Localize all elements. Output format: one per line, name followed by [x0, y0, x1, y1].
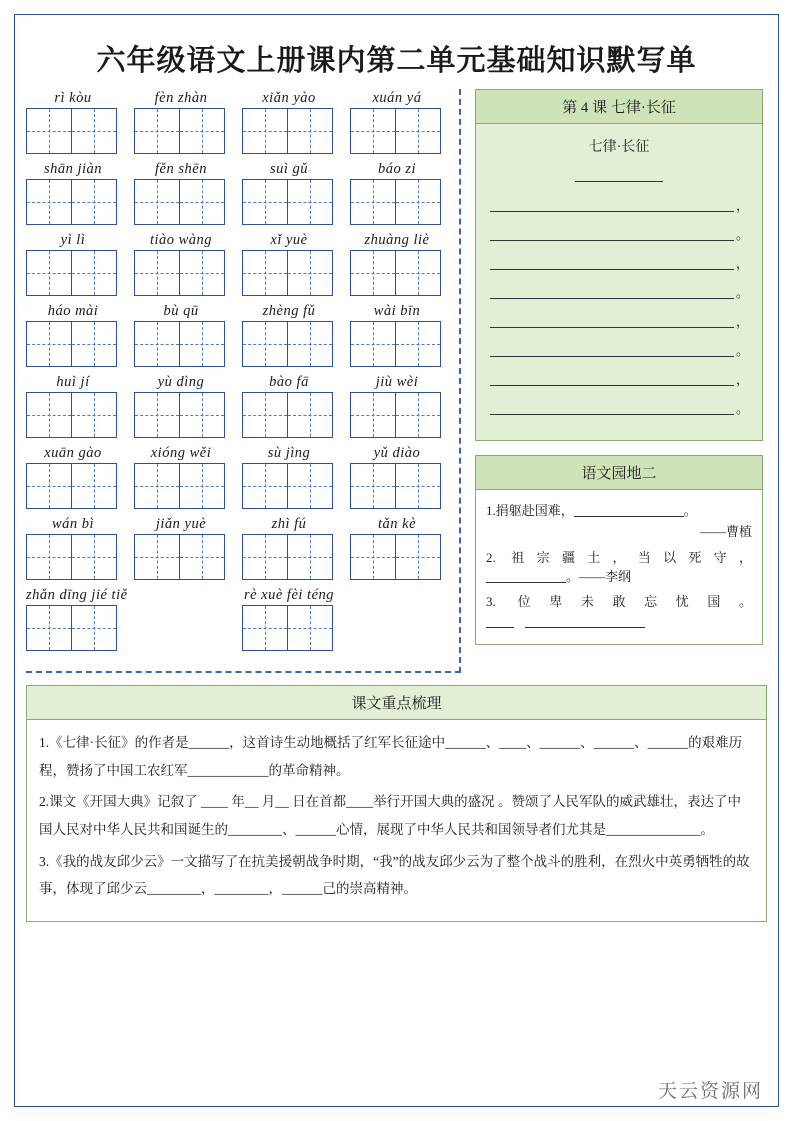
- pinyin-row: [26, 515, 451, 580]
- key-point-paragraph: 3.《我的战友邱少云》一文描写了在抗美援朝战争时期，“我”的战友邱少云为了整个战斗的胜利，在烈火中英勇牺牲的故事，体现了邱少云________，________，______己的崇高精神。: [39, 853, 750, 897]
- lesson-panel-header: 第 4 课 七律·长征: [476, 90, 762, 124]
- key-points-section: [26, 685, 767, 922]
- pinyin-label: wán bì: [51, 516, 95, 532]
- yuandi-item-tail: 。——李纲: [566, 569, 632, 585]
- writing-box[interactable]: [395, 179, 441, 225]
- writing-box[interactable]: [26, 108, 72, 154]
- writing-box[interactable]: [26, 392, 72, 438]
- pinyin-label: báo zi: [377, 161, 417, 177]
- writing-boxes[interactable]: [134, 463, 228, 509]
- pinyin-label: rì kòu: [54, 90, 92, 106]
- writing-boxes[interactable]: [242, 463, 336, 509]
- writing-boxes[interactable]: [134, 392, 228, 438]
- writing-box[interactable]: [395, 321, 441, 367]
- pinyin-cell: [242, 231, 336, 296]
- writing-boxes[interactable]: [134, 250, 228, 296]
- poem-answer-line[interactable]: [490, 399, 734, 415]
- pinyin-label: wài bīn: [373, 303, 421, 319]
- writing-box[interactable]: [71, 534, 117, 580]
- writing-box[interactable]: [134, 534, 180, 580]
- pinyin-cell: [242, 89, 336, 154]
- writing-box[interactable]: [287, 463, 333, 509]
- yuandi-panel-header: 语文园地二: [476, 456, 762, 490]
- writing-box[interactable]: [26, 321, 72, 367]
- pinyin-cell: [350, 444, 444, 509]
- writing-box[interactable]: [134, 463, 180, 509]
- pinyin-cell: [242, 160, 336, 225]
- pinyin-label: shān jiàn: [43, 161, 103, 177]
- writing-box[interactable]: [71, 108, 117, 154]
- writing-box[interactable]: [395, 250, 441, 296]
- poem-answer-line[interactable]: [490, 283, 734, 299]
- writing-box[interactable]: [179, 250, 225, 296]
- poem-answer-line[interactable]: [490, 312, 734, 328]
- pinyin-cell: [26, 373, 120, 438]
- writing-box[interactable]: [350, 108, 396, 154]
- pinyin-cell: [350, 160, 444, 225]
- yuandi-panel: [475, 455, 763, 645]
- pinyin-label: yì lì: [60, 232, 86, 248]
- writing-box[interactable]: [71, 321, 117, 367]
- pinyin-row: [26, 302, 451, 367]
- writing-box[interactable]: [242, 108, 288, 154]
- writing-boxes[interactable]: [242, 392, 336, 438]
- writing-boxes[interactable]: [134, 108, 228, 154]
- answer-blank[interactable]: [574, 503, 684, 517]
- writing-box[interactable]: [179, 179, 225, 225]
- poem-punctuation: ，: [736, 372, 750, 387]
- writing-box[interactable]: [242, 250, 288, 296]
- pinyin-label: sù jìng: [267, 445, 311, 461]
- writing-boxes[interactable]: [242, 605, 336, 651]
- pinyin-label: rè xuè fèi téng: [243, 587, 335, 603]
- writing-box[interactable]: [71, 250, 117, 296]
- key-point-paragraph: 2.课文《开国大典》记叙了 ____ 年__ 月__ 日在首都____举行开国大典的盛况 。赞颂了人民军队的威武雄壮，表达了中国人民对中华人民共和国诞生的________、______心情，展现了中华人民共和国领导者们尤其是______________。: [39, 794, 741, 838]
- yuandi-item-author: ——曹植: [699, 524, 752, 540]
- writing-boxes[interactable]: [350, 392, 444, 438]
- pinyin-cell: [26, 160, 120, 225]
- poem-answer-line[interactable]: [490, 225, 734, 241]
- pinyin-cell: [242, 302, 336, 367]
- poem-answer-row[interactable]: [490, 283, 748, 299]
- poem-answer-row[interactable]: [490, 225, 748, 241]
- writing-box[interactable]: [395, 392, 441, 438]
- writing-box[interactable]: [71, 605, 117, 651]
- pinyin-label: zhǎn dīng jié tiě: [26, 587, 128, 603]
- writing-box[interactable]: [395, 463, 441, 509]
- pinyin-writing-section: [26, 89, 461, 673]
- writing-box[interactable]: [242, 321, 288, 367]
- writing-box[interactable]: [179, 392, 225, 438]
- writing-box[interactable]: [179, 463, 225, 509]
- pinyin-cell: [26, 444, 120, 509]
- yuandi-item-tail: 。: [683, 503, 697, 518]
- writing-box[interactable]: [134, 108, 180, 154]
- writing-boxes[interactable]: [242, 250, 336, 296]
- writing-box[interactable]: [26, 605, 72, 651]
- yuandi-item-text: 3. 位卑未敢忘忧国。: [486, 594, 752, 610]
- writing-boxes[interactable]: [26, 534, 120, 580]
- yuandi-panel-body: [476, 490, 762, 644]
- writing-box[interactable]: [350, 321, 396, 367]
- writing-boxes[interactable]: [242, 534, 336, 580]
- poem-answer-line[interactable]: [575, 166, 663, 182]
- pinyin-cell: [134, 515, 228, 580]
- pinyin-cell: [134, 231, 228, 296]
- pinyin-cell: [242, 444, 336, 509]
- writing-box[interactable]: [242, 392, 288, 438]
- writing-box[interactable]: [287, 321, 333, 367]
- writing-box[interactable]: [134, 179, 180, 225]
- writing-box[interactable]: [350, 250, 396, 296]
- writing-box[interactable]: [242, 463, 288, 509]
- answer-blank[interactable]: [486, 569, 566, 583]
- pinyin-cell: [242, 515, 336, 580]
- pinyin-label: xiǎn yào: [262, 90, 316, 106]
- writing-boxes[interactable]: [350, 179, 444, 225]
- writing-box[interactable]: [287, 179, 333, 225]
- writing-boxes[interactable]: [350, 534, 444, 580]
- writing-boxes[interactable]: [26, 605, 120, 651]
- pinyin-label: xǐ yuè: [270, 232, 308, 248]
- pinyin-cell: [26, 231, 120, 296]
- writing-boxes[interactable]: [242, 321, 336, 367]
- pinyin-label: yǔ diào: [373, 445, 421, 461]
- watermark: 天云资源网: [657, 1081, 763, 1102]
- writing-box[interactable]: [26, 534, 72, 580]
- pinyin-label: jiǎn yuè: [155, 516, 207, 532]
- writing-box[interactable]: [26, 463, 72, 509]
- pinyin-label: tiào wàng: [149, 232, 213, 248]
- pinyin-row: [26, 160, 451, 225]
- pinyin-row: [26, 231, 451, 296]
- pinyin-label: xióng wěi: [150, 445, 212, 461]
- pinyin-label: zhuàng liè: [364, 232, 430, 248]
- poem-answer-row[interactable]: [490, 370, 748, 386]
- pinyin-cell: [26, 586, 128, 651]
- pinyin-cell: [350, 89, 444, 154]
- pinyin-label: háo mài: [47, 303, 99, 319]
- writing-box[interactable]: [242, 534, 288, 580]
- writing-boxes[interactable]: [350, 250, 444, 296]
- writing-box[interactable]: [71, 463, 117, 509]
- yuandi-item-text: 1.捐躯赴国难，: [486, 503, 574, 518]
- poem-title: 七律·长征: [588, 140, 650, 155]
- pinyin-label: fèn zhàn: [154, 90, 208, 106]
- pinyin-cell: [242, 373, 336, 438]
- writing-boxes[interactable]: [26, 321, 120, 367]
- right-column: [475, 89, 763, 659]
- poem-punctuation: ，: [736, 314, 750, 329]
- pinyin-cell: [134, 444, 228, 509]
- writing-boxes[interactable]: [26, 250, 120, 296]
- pinyin-row: [26, 586, 451, 651]
- writing-box[interactable]: [350, 179, 396, 225]
- pinyin-label: bào fā: [269, 374, 309, 390]
- pinyin-label: jiù wèi: [375, 374, 419, 390]
- pinyin-cell: [134, 89, 228, 154]
- pinyin-label: zhì fú: [271, 516, 307, 532]
- key-points-body: [27, 720, 766, 921]
- writing-boxes[interactable]: [26, 179, 120, 225]
- writing-boxes[interactable]: [134, 534, 228, 580]
- writing-box[interactable]: [134, 321, 180, 367]
- pinyin-label: huì jí: [56, 374, 90, 390]
- pinyin-label: bù qū: [163, 303, 199, 319]
- pinyin-label: xuān gào: [44, 445, 102, 461]
- poem-answer-line[interactable]: [490, 254, 734, 270]
- lesson-panel-body: [476, 124, 762, 440]
- writing-box[interactable]: [134, 250, 180, 296]
- writing-box[interactable]: [26, 179, 72, 225]
- writing-boxes[interactable]: [134, 321, 228, 367]
- writing-box[interactable]: [71, 179, 117, 225]
- pinyin-row: [26, 89, 451, 154]
- writing-boxes[interactable]: [26, 392, 120, 438]
- pinyin-cell: [26, 302, 120, 367]
- poem-answer-row[interactable]: [490, 312, 748, 328]
- writing-box[interactable]: [242, 605, 288, 651]
- poem-answer-row[interactable]: [490, 341, 748, 357]
- writing-box[interactable]: [350, 392, 396, 438]
- writing-boxes[interactable]: [26, 108, 120, 154]
- poem-punctuation: 。: [736, 343, 750, 358]
- answer-blank[interactable]: [525, 614, 645, 628]
- pinyin-cell: [242, 586, 336, 651]
- writing-box[interactable]: [134, 392, 180, 438]
- page-title: 六年级语文上册课内第二单元基础知识默写单: [96, 45, 697, 77]
- pinyin-label: xuán yá: [372, 90, 422, 106]
- key-points-header: 课文重点梳理: [27, 686, 766, 720]
- answer-blank[interactable]: [486, 614, 514, 628]
- pinyin-row: [26, 444, 451, 509]
- main-columns: [26, 89, 767, 673]
- writing-box[interactable]: [350, 463, 396, 509]
- key-point-paragraph: 1.《七律·长征》的作者是______，这首诗生动地概括了红军长征途中______、____、______、______、______的艰难历程，赞扬了中国工农红军____________的革命精神。: [39, 735, 743, 778]
- writing-box[interactable]: [287, 534, 333, 580]
- writing-box[interactable]: [350, 534, 396, 580]
- poem-answer-row[interactable]: [490, 399, 748, 415]
- pinyin-cell: [134, 373, 228, 438]
- writing-boxes[interactable]: [350, 321, 444, 367]
- poem-answer-line[interactable]: [490, 370, 734, 386]
- poem-punctuation: ，: [736, 198, 750, 213]
- pinyin-label: suì gǔ: [269, 161, 309, 177]
- pinyin-cell: [134, 302, 228, 367]
- writing-box[interactable]: [395, 534, 441, 580]
- pinyin-label: yù dìng: [157, 374, 205, 390]
- writing-boxes[interactable]: [350, 108, 444, 154]
- writing-box[interactable]: [26, 250, 72, 296]
- poem-answer-row[interactable]: [490, 196, 748, 212]
- pinyin-cell: [350, 515, 444, 580]
- writing-box[interactable]: [179, 108, 225, 154]
- writing-box[interactable]: [287, 392, 333, 438]
- lesson-panel: [475, 89, 763, 441]
- pinyin-cell: [350, 231, 444, 296]
- writing-box[interactable]: [287, 108, 333, 154]
- writing-boxes[interactable]: [242, 179, 336, 225]
- writing-boxes[interactable]: [26, 463, 120, 509]
- poem-punctuation: 。: [736, 285, 750, 300]
- poem-answer-row[interactable]: [490, 254, 748, 270]
- pinyin-label: zhèng fǔ: [262, 303, 316, 319]
- pinyin-cell: [26, 89, 120, 154]
- pinyin-label: tǎn kè: [377, 516, 417, 532]
- poem-punctuation: ，: [736, 256, 750, 271]
- writing-boxes[interactable]: [242, 108, 336, 154]
- pinyin-row: [26, 373, 451, 438]
- pinyin-label: fěn shēn: [155, 161, 207, 177]
- writing-box[interactable]: [179, 321, 225, 367]
- writing-box[interactable]: [287, 250, 333, 296]
- poem-answer-line[interactable]: [490, 341, 734, 357]
- yuandi-item-text: 2. 祖宗疆土，当以死守，: [486, 549, 752, 565]
- writing-boxes[interactable]: [134, 179, 228, 225]
- pinyin-cell: [350, 373, 444, 438]
- writing-box[interactable]: [287, 605, 333, 651]
- poem-answer-line[interactable]: [490, 196, 734, 212]
- writing-box[interactable]: [242, 179, 288, 225]
- writing-box[interactable]: [179, 534, 225, 580]
- pinyin-cell: [350, 302, 444, 367]
- poem-punctuation: 。: [736, 401, 750, 416]
- writing-boxes[interactable]: [350, 463, 444, 509]
- pinyin-cell: [134, 160, 228, 225]
- pinyin-cell: [26, 515, 120, 580]
- writing-box[interactable]: [71, 392, 117, 438]
- poem-punctuation: 。: [736, 227, 750, 242]
- writing-box[interactable]: [395, 108, 441, 154]
